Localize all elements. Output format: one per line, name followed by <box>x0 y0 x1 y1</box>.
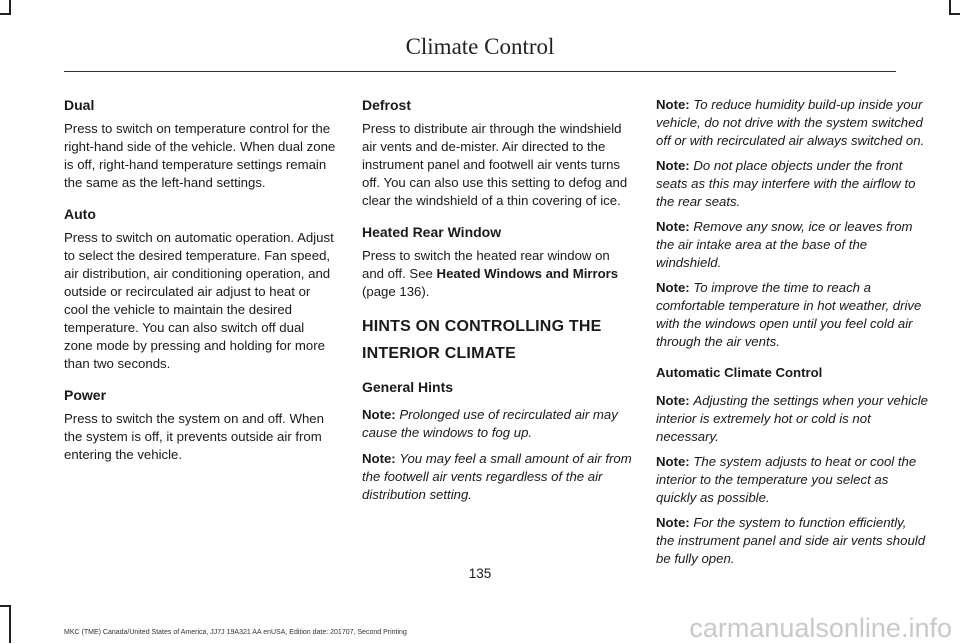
crop-mark-top-left-h <box>0 13 11 15</box>
note-label: Note: <box>656 219 690 234</box>
power-heading: Power <box>64 387 107 403</box>
rear-text-a: Press to switch the heated rear window on and off. See <box>362 248 610 281</box>
note-label: Note: <box>362 451 396 466</box>
crop-mark-top-right-h <box>949 13 960 15</box>
note-text: To reduce humidity build-up inside your vehicle, do not drive with the system switched off or with recirculated air always switched on. <box>656 97 925 148</box>
note-text: Prolonged use of recirculated air may cause the windows to fog up. <box>362 407 618 440</box>
crop-mark-top-right-v <box>949 0 951 14</box>
note-label: Note: <box>656 454 690 469</box>
crop-mark-bottom-left-v <box>9 605 11 643</box>
hints-heading-line-1: HINTS ON CONTROLLING THE <box>362 318 602 335</box>
rear-text-b: (page 136). <box>362 284 430 299</box>
note-label: Note: <box>656 97 690 112</box>
heated-windows-link[interactable]: Heated Windows and Mirrors <box>436 266 619 281</box>
note-text: Do not place objects under the front seats as this may interfere with the airflow to the rear seats. <box>656 158 916 209</box>
note-label: Note: <box>656 280 690 295</box>
note <box>656 218 928 272</box>
note-label: Note: <box>656 158 690 173</box>
heated-rear-window-heading: Heated Rear Window <box>362 224 502 240</box>
note <box>656 96 928 150</box>
page-number: 135 <box>468 566 492 581</box>
power-text: Press to switch the system on and off. When the system is off, it prevents outside air from entering the vehicle. <box>64 411 324 462</box>
crop-mark-bottom-left-h <box>0 605 11 607</box>
note <box>362 450 634 504</box>
automatic-climate-control-heading: Automatic Climate Control <box>656 365 823 380</box>
note-text: Adjusting the settings when your vehicle interior is extremely hot or cold is not necessary. <box>656 393 928 444</box>
note-label: Note: <box>656 393 690 408</box>
note <box>362 406 634 442</box>
note-label: Note: <box>362 407 396 422</box>
dual-text: Press to switch on temperature control for the right-hand side of the vehicle. When dual zone is off, right-hand temperature settings remain the same as the left-hand settings. <box>64 121 336 190</box>
column-1 <box>64 96 336 477</box>
note-text: For the system to function efficiently, the instrument panel and side air vents should be fully open. <box>656 515 926 566</box>
defrost-text: Press to distribute air through the windshield air vents and de-mister. Air directed to the instrument panel and footwell air vents turns off. You can also use this setting to defog and clear the windshield of a thin covering of ice. <box>362 121 628 208</box>
note-text: You may feel a small amount of air from the footwell air vents regardless of the air distribution setting. <box>362 451 632 502</box>
note <box>656 279 928 351</box>
note-text: To improve the time to reach a comfortable temperature in hot weather, drive with the windows open until you feel cold air through the air vents. <box>656 280 922 349</box>
auto-heading: Auto <box>64 206 96 222</box>
general-hints-heading: General Hints <box>362 379 454 395</box>
header-divider <box>64 71 896 72</box>
note <box>656 514 928 568</box>
note-text: Remove any snow, ice or leaves from the air intake area at the base of the windshield. <box>656 219 913 270</box>
watermark: carmanualsonline.info <box>689 613 952 643</box>
hints-heading-line-2: INTERIOR CLIMATE <box>362 345 517 362</box>
heated-rear-window-text <box>362 247 634 301</box>
crop-mark-top-left-v <box>9 0 11 14</box>
page-title: Climate Control <box>405 34 555 59</box>
column-3 <box>656 96 928 575</box>
note-label: Note: <box>656 515 690 530</box>
dual-heading: Dual <box>64 97 95 113</box>
edition-footer: MKC (TME) Canada/United States of America, JJ7J 19A321 AA enUSA, Edition date: 201707, Second Printing <box>64 629 407 636</box>
defrost-heading: Defrost <box>362 97 412 113</box>
note <box>656 453 928 507</box>
note-text: The system adjusts to heat or cool the interior to the temperature you select as quickly as possible. <box>656 454 917 505</box>
note <box>656 392 928 446</box>
note <box>656 157 928 211</box>
column-2 <box>362 96 634 511</box>
auto-text: Press to switch on automatic operation. Adjust to select the desired temperature. Fan speed, air distribution, air conditioning operation, and outside or recirculated air adjust to heat or cool the vehicle to maintain the desired temperature. You can also switch off dual zone mode by pressing and holding for more than two seconds. <box>64 230 334 371</box>
hints-heading <box>362 316 634 364</box>
